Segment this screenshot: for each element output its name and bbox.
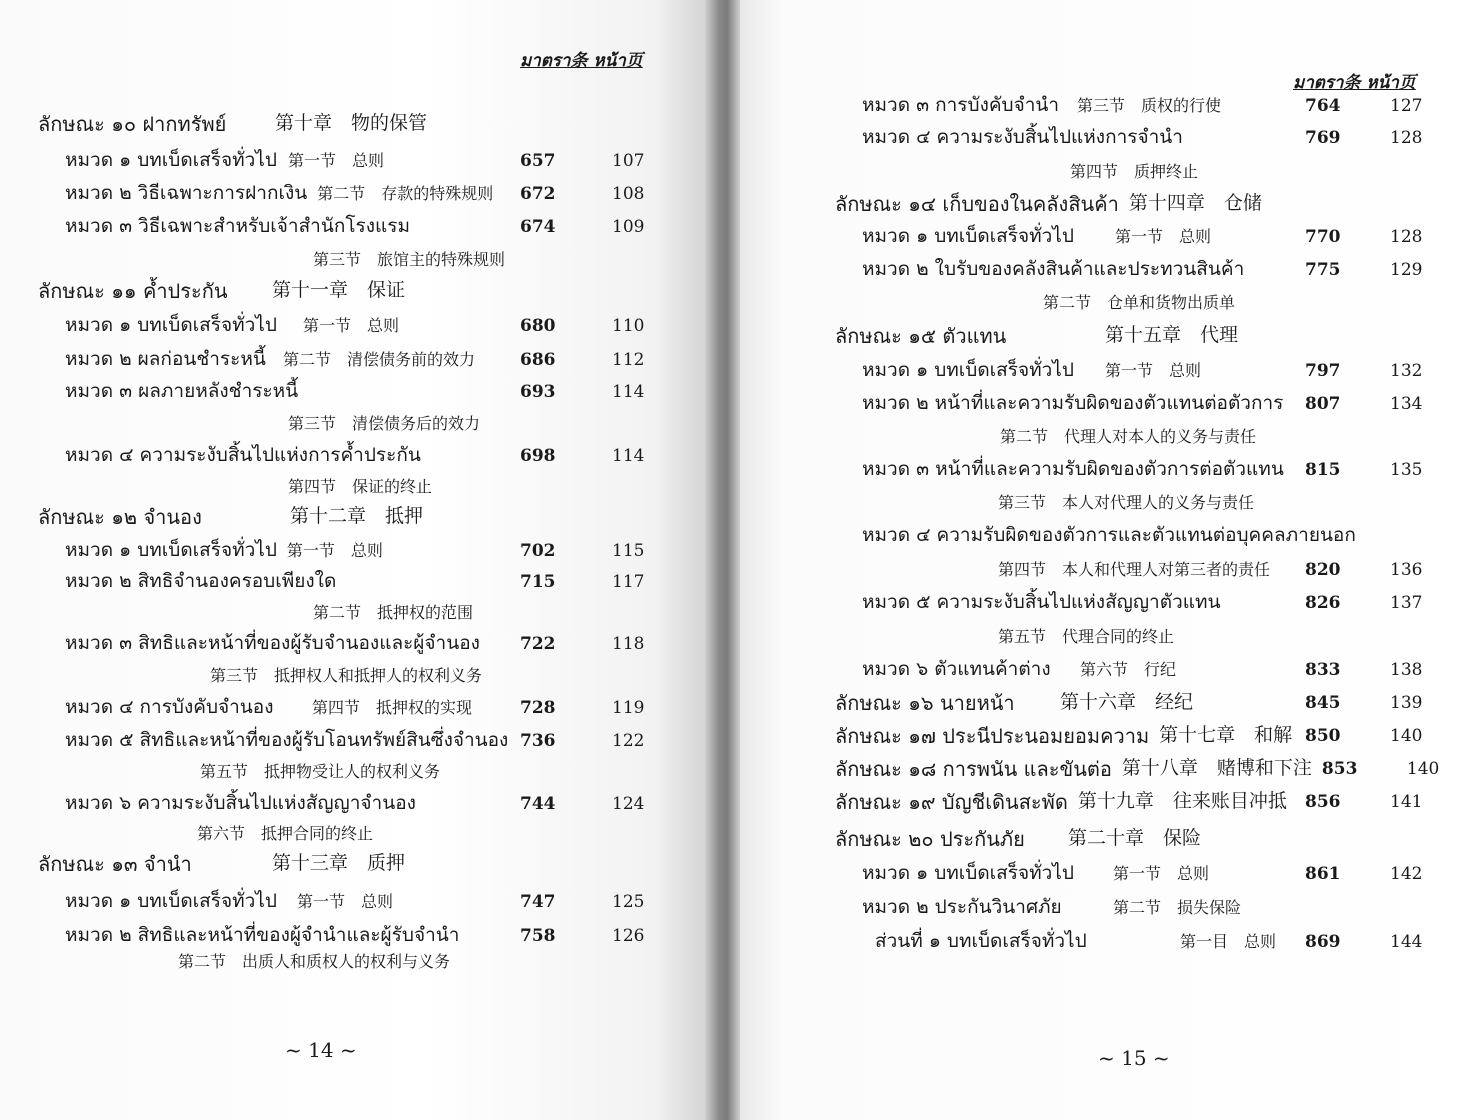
article-number: 850 xyxy=(1305,726,1341,746)
article-number: 722 xyxy=(520,634,556,654)
toc-section-row xyxy=(65,566,652,596)
page-ref: 114 xyxy=(612,446,645,466)
article-number: 826 xyxy=(1305,593,1341,613)
toc-section-row xyxy=(862,122,1430,152)
toc-section-cn-row xyxy=(178,946,652,976)
toc-chapter-row xyxy=(38,275,652,305)
thai-title: หมวด ๒ ใบรับของคลังสินค้าและประทวนสินค้า xyxy=(862,258,1245,280)
toc-section-row xyxy=(65,535,652,565)
chinese-title: 第一节 总则 xyxy=(1113,864,1210,883)
chinese-title: 第一节 总则 xyxy=(303,316,400,335)
toc-section-cn-row xyxy=(288,471,652,501)
thai-title: หมวด ๑ บทเบ็ดเสร็จทั่วไป xyxy=(65,539,277,561)
chinese-title: 第四节 本人和代理人对第三者的责任 xyxy=(998,560,1271,579)
article-number: 744 xyxy=(520,794,556,814)
toc-chapter-row xyxy=(835,786,1430,816)
page-number: ~ 14 ~ xyxy=(285,1038,357,1062)
chinese-title: 第二节 存款的特殊规则 xyxy=(317,184,494,203)
thai-title: หมวด ๔ ความระงับสิ้นไปแห่งการจำนำ xyxy=(862,126,1183,148)
article-number: 815 xyxy=(1305,460,1341,480)
thai-title: หมวด ๑ บทเบ็ดเสร็จทั่วไป xyxy=(862,862,1074,884)
toc-chapter-row xyxy=(835,687,1430,717)
page-ref: 136 xyxy=(1390,560,1423,580)
chinese-title: 第三节 旅馆主的特殊规则 xyxy=(313,250,506,269)
toc-section-row xyxy=(65,692,652,722)
article-number: 680 xyxy=(520,316,556,336)
thai-title: ลักษณะ ๑๖ นายหน้า xyxy=(835,691,1015,715)
article-number: 856 xyxy=(1305,792,1341,812)
toc-section-row xyxy=(862,221,1430,251)
article-number: 702 xyxy=(520,541,556,561)
chinese-title: 第二节 清偿债务前的效力 xyxy=(283,350,476,369)
chinese-title: 第一节 总则 xyxy=(297,892,394,911)
toc-section-row xyxy=(862,454,1430,484)
toc-section-row xyxy=(862,355,1430,385)
toc-section-cn-row xyxy=(1043,287,1430,317)
page-ref: 122 xyxy=(612,731,645,751)
article-number: 769 xyxy=(1305,128,1341,148)
chinese-title: 第十三章 质押 xyxy=(272,852,406,874)
chinese-title: 第二节 代理人对本人的义务与责任 xyxy=(1000,427,1257,446)
article-number: 845 xyxy=(1305,693,1341,713)
left-page xyxy=(0,0,712,1120)
thai-title: หมวด ๑ บทเบ็ดเสร็จทั่วไป xyxy=(65,890,277,912)
column-header: มาตรา条 หน้า页 xyxy=(1293,73,1416,93)
toc-section-cn-row xyxy=(998,621,1430,651)
article-number: 853 xyxy=(1321,759,1358,779)
thai-title: ลักษณะ ๑๒ จำนอง xyxy=(38,505,202,529)
page-ref: 125 xyxy=(612,892,645,912)
toc-section-cn-row xyxy=(998,554,1430,584)
article-number: 775 xyxy=(1305,260,1341,280)
thai-title: ลักษณะ ๑๙ บัญชีเดินสะพัด xyxy=(835,790,1068,814)
thai-title: หมวด ๔ การบังคับจำนอง xyxy=(65,696,274,718)
thai-title: หมวด ๒ สิทธิและหน้าที่ของผู้จำนำและผู้รับจำนำ xyxy=(65,924,460,946)
page-ref: 126 xyxy=(612,926,645,946)
page-ref: 138 xyxy=(1390,660,1423,680)
column-header: มาตรา条 หน้า页 xyxy=(520,51,643,71)
toc-section-row xyxy=(65,886,652,916)
thai-title: หมวด ๓ วิธีเฉพาะสำหรับเจ้าสำนักโรงแรม xyxy=(65,215,410,237)
article-number: 770 xyxy=(1305,227,1341,247)
article-number: 747 xyxy=(520,892,556,912)
page-ref: 128 xyxy=(1390,128,1423,148)
page-ref: 139 xyxy=(1390,693,1423,713)
toc-section-row xyxy=(65,178,652,208)
page-ref: 132 xyxy=(1390,361,1423,381)
thai-title: ลักษณะ ๑๗ ประนีประนอมยอมความ xyxy=(835,724,1150,748)
chinese-title: 第一节 总则 xyxy=(1115,227,1212,246)
thai-title: ลักษณะ ๑๔ เก็บของในคลังสินค้า xyxy=(835,192,1119,216)
thai-title: หมวด ๕ สิทธิและหน้าที่ของผู้รับโอนทรัพย์สินซึ่งจำนอง xyxy=(65,729,509,751)
article-number: 715 xyxy=(520,572,556,592)
toc-section-row xyxy=(65,628,652,658)
toc-section-cn-row xyxy=(313,597,652,627)
chinese-title: 第十一章 保证 xyxy=(272,279,406,301)
toc-section-row xyxy=(65,211,652,241)
chinese-title: 第六节 抵押合同的终止 xyxy=(197,824,374,843)
thai-title: หมวด ๓ ผลภายหลังชำระหนี้ xyxy=(65,380,299,402)
page-ref: 134 xyxy=(1390,394,1423,414)
chinese-title: 第一节 总则 xyxy=(1105,361,1202,380)
toc-section-cn-row xyxy=(210,660,652,690)
page-ref: 124 xyxy=(612,794,645,814)
chinese-title: 第二节 出质人和质权人的权利与义务 xyxy=(178,952,451,971)
page-ref: 137 xyxy=(1390,593,1423,613)
thai-title: หมวด ๒ วิธีเฉพาะการฝากเงิน xyxy=(65,182,308,204)
thai-title: หมวด ๒ ประกันวินาศภัย xyxy=(862,896,1062,918)
page-ref: 107 xyxy=(612,151,645,171)
chinese-title: 第十四章 仓储 xyxy=(1128,192,1262,214)
page-ref: 142 xyxy=(1390,864,1423,884)
article-number: 833 xyxy=(1305,660,1341,680)
toc-section-row xyxy=(65,145,652,175)
toc-chapter-row xyxy=(38,501,652,531)
page-ref: 112 xyxy=(612,350,645,370)
toc-chapter-row xyxy=(38,108,652,138)
chinese-title: 第三节 抵押权人和抵押人的权利义务 xyxy=(210,666,483,685)
toc-section-cn-row xyxy=(998,487,1430,517)
page-ref: 140 xyxy=(1390,726,1423,746)
chinese-title: 第三节 清偿债务后的效力 xyxy=(288,414,481,433)
page-ref: 128 xyxy=(1390,227,1423,247)
page-ref: 108 xyxy=(612,184,645,204)
article-number: 686 xyxy=(520,350,556,370)
thai-title: ลักษณะ ๑๘ การพนัน และขันต่อ xyxy=(835,757,1112,781)
thai-title: หมวด ๓ สิทธิและหน้าที่ของผู้รับจำนองและผู้จำนอง xyxy=(65,632,480,654)
toc-chapter-row xyxy=(38,848,652,878)
article-number: 869 xyxy=(1305,932,1341,952)
article-number: 672 xyxy=(520,184,556,204)
book-spine xyxy=(705,0,745,1120)
toc-section-row xyxy=(65,310,652,340)
page-ref: 135 xyxy=(1390,460,1423,480)
article-number: 807 xyxy=(1305,394,1341,414)
thai-title: หมวด ๔ ความระงับสิ้นไปแห่งการค้ำประกัน xyxy=(65,444,421,466)
chinese-title: 第十章 物的保管 xyxy=(275,112,428,134)
toc-section-row xyxy=(862,520,1430,550)
chinese-title: 第十七章 和解 xyxy=(1159,724,1293,746)
article-number: 698 xyxy=(520,446,556,466)
chinese-title: 第二十章 保险 xyxy=(1068,827,1202,849)
chinese-title: 第四节 质押终止 xyxy=(1070,162,1199,181)
chinese-title: 第一节 总则 xyxy=(286,541,383,560)
toc-section-row xyxy=(862,388,1430,418)
page-ref: 129 xyxy=(1390,260,1423,280)
toc-section-cn-row xyxy=(200,756,652,786)
toc-section-row xyxy=(862,90,1430,120)
page-ref: 118 xyxy=(612,634,645,654)
chinese-title: 第三节 本人对代理人的义务与责任 xyxy=(998,493,1255,512)
thai-title: หมวด ๕ ความระงับสิ้นไปแห่งสัญญาตัวแทน xyxy=(862,591,1221,613)
chinese-title: 第三节 质权的行使 xyxy=(1077,96,1222,115)
article-number: 758 xyxy=(520,926,556,946)
thai-title: หมวด ๒ สิทธิจำนองครอบเพียงใด xyxy=(65,570,337,592)
page-ref: 127 xyxy=(1390,96,1423,116)
toc-section-row xyxy=(65,344,652,374)
thai-title: ส่วนที่ ๑ บทเบ็ดเสร็จทั่วไป xyxy=(875,930,1087,952)
toc-chapter-row xyxy=(835,720,1430,750)
toc-section-cn-row xyxy=(1000,421,1430,451)
thai-title: ลักษณะ ๑๕ ตัวแทน xyxy=(835,324,1007,348)
toc-section-cn-row xyxy=(313,244,652,274)
toc-section-row xyxy=(862,892,1430,922)
page-ref: 141 xyxy=(1390,792,1423,812)
toc-section-cn-row xyxy=(197,818,652,848)
toc-chapter-row xyxy=(835,753,1447,783)
toc-section-row xyxy=(875,926,1430,956)
thai-title: ลักษณะ ๑๑ ค้ำประกัน xyxy=(38,279,228,303)
chinese-title: 第一目 总则 xyxy=(1180,932,1277,951)
page-number: ~ 15 ~ xyxy=(1098,1046,1170,1070)
page-ref: 119 xyxy=(612,698,645,718)
article-number: 797 xyxy=(1305,361,1341,381)
page-ref: 110 xyxy=(612,316,645,336)
toc-section-row xyxy=(65,788,652,818)
toc-chapter-row xyxy=(835,320,1430,350)
chinese-title: 第二节 仓单和货物出质单 xyxy=(1043,293,1236,312)
toc-section-row xyxy=(65,440,652,470)
toc-section-row xyxy=(862,858,1430,888)
chinese-title: 第五节 抵押物受让人的权利义务 xyxy=(200,762,441,781)
thai-title: หมวด ๑ บทเบ็ดเสร็จทั่วไป xyxy=(65,314,277,336)
article-number: 728 xyxy=(520,698,556,718)
toc-section-row xyxy=(65,376,652,406)
thai-title: หมวด ๑ บทเบ็ดเสร็จทั่วไป xyxy=(65,149,277,171)
page-ref: 144 xyxy=(1390,932,1423,952)
article-number: 693 xyxy=(520,382,556,402)
toc-chapter-row xyxy=(835,823,1430,853)
thai-title: หมวด ๖ ตัวแทนค้าต่าง xyxy=(862,658,1051,680)
chinese-title: 第二节 损失保险 xyxy=(1113,898,1242,917)
thai-title: ลักษณะ ๑๐ ฝากทรัพย์ xyxy=(38,112,227,136)
thai-title: หมวด ๒ ผลก่อนชำระหนี้ xyxy=(65,348,266,370)
chinese-title: 第四节 保证的终止 xyxy=(288,477,433,496)
toc-section-row xyxy=(862,254,1430,284)
toc-chapter-row xyxy=(835,188,1430,218)
toc-section-row xyxy=(862,654,1430,684)
page-ref: 114 xyxy=(612,382,645,402)
chinese-title: 第十五章 代理 xyxy=(1105,324,1239,346)
page-ref: 109 xyxy=(612,217,645,237)
chinese-title: 第十六章 经纪 xyxy=(1060,691,1194,713)
article-number: 657 xyxy=(520,151,556,171)
thai-title: หมวด ๑ บทเบ็ดเสร็จทั่วไป xyxy=(862,359,1074,381)
chinese-title: 第十八章 赌博和下注 xyxy=(1121,757,1312,779)
chinese-title: 第十二章 抵押 xyxy=(290,505,424,527)
right-page xyxy=(740,0,1462,1120)
thai-title: หมวด ๔ ความรับผิดของตัวการและตัวแทนต่อบุคคลภายนอก xyxy=(862,524,1356,546)
toc-section-row xyxy=(65,725,652,755)
article-number: 820 xyxy=(1305,560,1341,580)
chinese-title: 第一节 总则 xyxy=(288,151,385,170)
chinese-title: 第五节 代理合同的终止 xyxy=(998,627,1175,646)
article-number: 861 xyxy=(1305,864,1341,884)
chinese-title: 第六节 行纪 xyxy=(1080,660,1177,679)
chinese-title: 第十九章 往来账目冲抵 xyxy=(1077,790,1287,812)
chinese-title: 第四节 抵押权的实现 xyxy=(312,698,473,717)
thai-title: หมวด ๓ การบังคับจำนำ xyxy=(862,94,1060,116)
toc-section-cn-row xyxy=(1070,156,1430,186)
page-ref: 117 xyxy=(612,572,645,592)
page-ref: 140 xyxy=(1406,759,1440,779)
toc-section-row xyxy=(862,587,1430,617)
thai-title: หมวด ๓ หน้าที่และความรับผิดของตัวการต่อตัวแทน xyxy=(862,458,1284,480)
thai-title: ลักษณะ ๒๐ ประกันภัย xyxy=(835,827,1025,851)
toc-section-cn-row xyxy=(288,408,652,438)
thai-title: หมวด ๖ ความระงับสิ้นไปแห่งสัญญาจำนอง xyxy=(65,792,416,814)
thai-title: หมวด ๒ หน้าที่และความรับผิดของตัวแทนต่อตัวการ xyxy=(862,392,1284,414)
thai-title: ลักษณะ ๑๓ จำนำ xyxy=(38,852,192,876)
page-ref: 115 xyxy=(612,541,645,561)
article-number: 736 xyxy=(520,731,556,751)
article-number: 674 xyxy=(520,217,556,237)
chinese-title: 第二节 抵押权的范围 xyxy=(313,603,474,622)
thai-title: หมวด ๑ บทเบ็ดเสร็จทั่วไป xyxy=(862,225,1074,247)
article-number: 764 xyxy=(1305,96,1341,116)
